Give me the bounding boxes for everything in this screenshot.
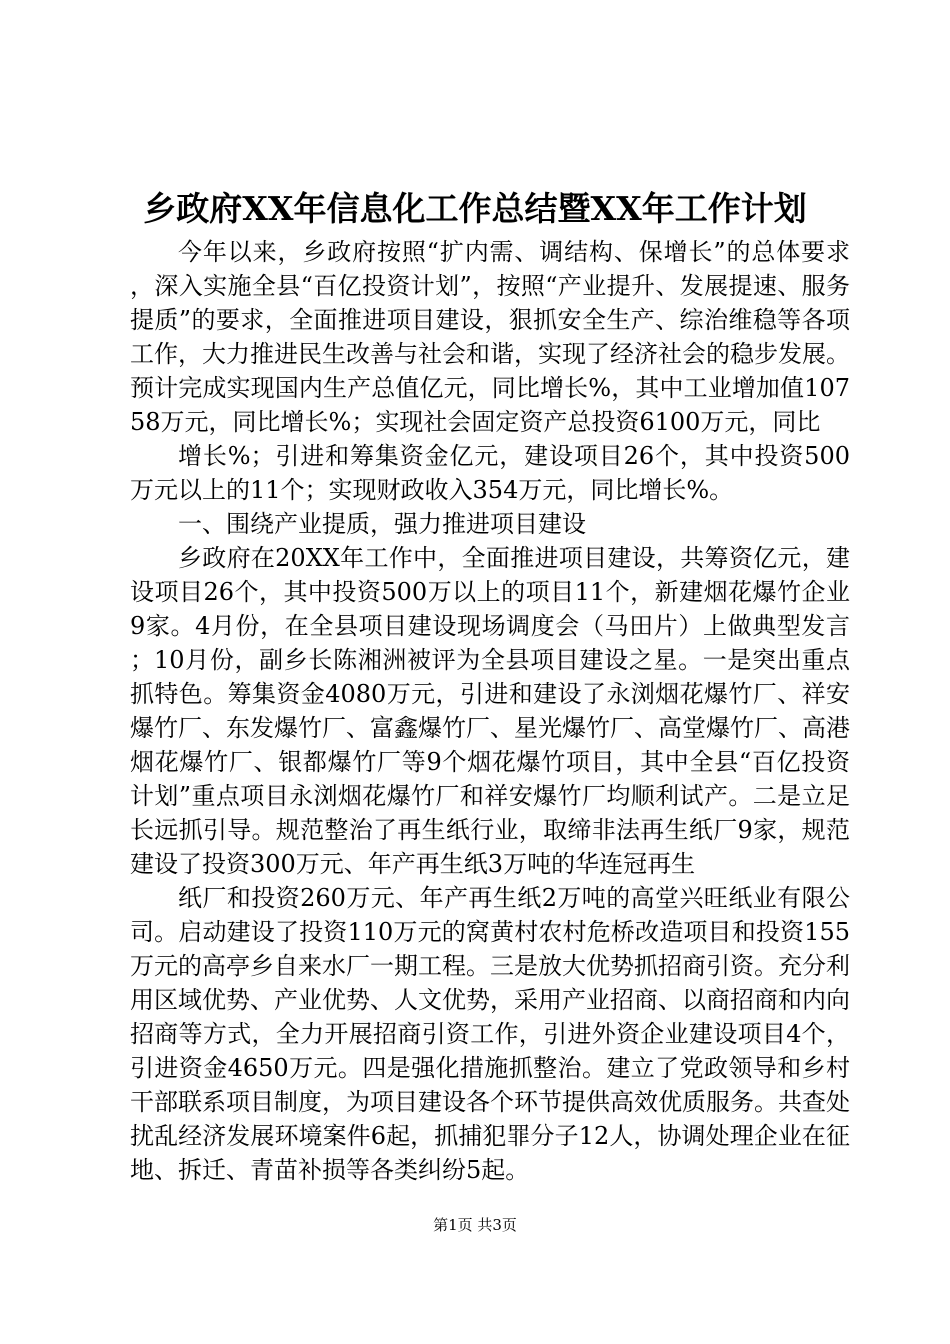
document-body (130, 235, 850, 1187)
page-number-footer: 第1页 共3页 (433, 1216, 517, 1234)
section-heading: 一、围绕产业提质，强力推进项目建设 (178, 510, 586, 538)
document-title: 乡政府XX年信息化工作总结暨XX年工作计划 (143, 189, 807, 228)
paragraph-intro-continued: 增长%；引进和筹集资金亿元，建设项目26个，其中投资500万元以上的11个；实现财政收入354万元，同比增长%。 (130, 442, 850, 504)
paragraph-intro: 今年以来，乡政府按照“扩内需、调结构、保增长”的总体要求，深入实施全县“百亿投资计划”，按照“产业提升、发展提速、服务提质”的要求，全面推进项目建设，狠抓安全生产、综治维稳等各项工作，大力推进民生改善与社会和谐，实现了经济社会的稳步发展。预计完成实现国内生产总值亿元，同比增长%，其中工业增加值10758万元，同比增长%；实现社会固定资产总投资6100万元，同比 (130, 238, 850, 436)
paragraph-project-construction-continued: 纸厂和投资260万元、年产再生纸2万吨的高堂兴旺纸业有限公司。启动建设了投资110万元的窝黄村农村危桥改造项目和投资155万元的高亭乡自来水厂一期工程。三是放大优势抓招商引资。充分利用区域优势、产业优势、人文优势，采用产业招商、以商招商和内向招商等方式，全力开展招商引资工作，引进外资企业建设项目4个，引进资金4650万元。四是强化措施抓整治。建立了党政领导和乡村干部联系项目制度，为项目建设各个环节提供高效优质服务。共查处扰乱经济发展环境案件6起，抓捕犯罪分子12人，协调处理企业在征地、拆迁、青苗补损等各类纠纷5起。 (130, 884, 850, 1184)
paragraph-project-construction: 乡政府在20XX年工作中，全面推进项目建设，共筹资亿元，建设项目26个，其中投资500万以上的项目11个，新建烟花爆竹企业9家。4月份，在全县项目建设现场调度会（马田片）上做典型发言；10月份，副乡长陈湘洲被评为全县项目建设之星。一是突出重点抓特色。筹集资金4080万元，引进和建设了永浏烟花爆竹厂、祥安爆竹厂、东发爆竹厂、富鑫爆竹厂、星光爆竹厂、高堂爆竹厂、高港烟花爆竹厂、银都爆竹厂等9个烟花爆竹项目，其中全县“百亿投资计划”重点项目永浏烟花爆竹厂和祥安爆竹厂均顺利试产。二是立足长远抓引导。规范整治了再生纸行业，取缔非法再生纸厂9家，规范建设了投资300万元、年产再生纸3万吨的华连冠再生 (130, 544, 850, 878)
